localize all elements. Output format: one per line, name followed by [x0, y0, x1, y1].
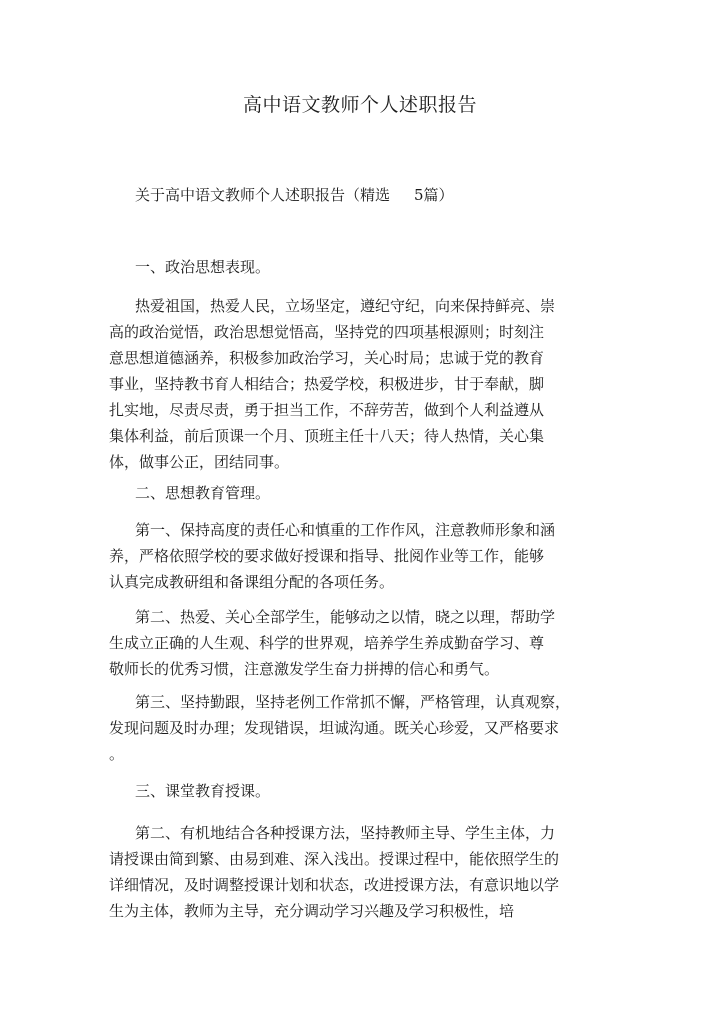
paragraph-line: 第二、热爱、关心全部学生，能够动之以情，晓之以理，帮助学 [135, 608, 556, 626]
paragraph-line: 认真完成教研组和备课组分配的各项任务。 [109, 573, 395, 591]
paragraph-line: 生为主体，教师为主导，充分调动学习兴趣及学习积极性，培 [109, 902, 515, 920]
subtitle-count-text: 5篇） [414, 186, 454, 204]
document-title: 高中语文教师个人述职报告 [242, 94, 477, 116]
paragraph-line: 集体利益，前后顶课一个月、顶班主任十八天；待人热情，关心集 [109, 427, 545, 445]
section-heading-ideology: 二、思想教育管理。 [135, 484, 271, 502]
paragraph-line: 。 [109, 745, 125, 763]
paragraph-line: 第一、保持高度的责任心和慎重的工作作风，注意教师形象和涵 [135, 521, 556, 539]
paragraph-ideology-first [109, 517, 579, 595]
paragraph-line: 第三、坚持勤跟，坚持老例工作常抓不懈，严格管理，认真观察， [135, 693, 571, 711]
section-heading-political: 一、政治思想表现。 [135, 258, 271, 276]
paragraph-classroom [109, 820, 579, 924]
paragraph-line: 请授课由简到繁、由易到难、深入浅出。授课过程中，能依照学生的 [109, 850, 560, 868]
subtitle-main-text: 关于高中语文教师个人述职报告（精选 [135, 186, 391, 204]
paragraph-line: 热爱祖国，热爱人民，立场坚定，遵纪守纪，向来保持鲜亮、崇 [135, 297, 556, 315]
paragraph-line: 发现问题及时办理；发现错误，坦诚沟通。既关心珍爱，又严格要求 [109, 719, 560, 737]
paragraph-line: 事业，坚持教书育人相结合；热爱学校，积极进步，甘于奉献，脚 [109, 375, 545, 393]
paragraph-line: 第二、有机地结合各种授课方法，坚持教师主导、学生主体，力 [135, 824, 556, 842]
paragraph-line: 高的政治觉悟，政治思想觉悟高，坚持党的四项基根源则；时刻注 [109, 323, 545, 341]
paragraph-line: 养，严格依照学校的要求做好授课和指导、批阅作业等工作，能够 [109, 547, 545, 565]
document-subtitle [135, 184, 454, 205]
section-heading-classroom: 三、课堂教育授课。 [135, 782, 271, 800]
paragraph-line: 体，做事公正，团结同事。 [109, 453, 290, 471]
paragraph-ideology-second [109, 604, 579, 682]
paragraph-line: 意思想道德涵养，积极参加政治学习，关心时局；忠诚于党的教育 [109, 349, 545, 367]
paragraph-line: 敬师长的优秀习惯，注意激发学生奋力拼搏的信心和勇气。 [109, 660, 500, 678]
paragraph-line: 详细情况，及时调整授课计划和状态，改进授课方法，有意识地以学 [109, 876, 560, 894]
paragraph-political [109, 293, 579, 475]
paragraph-line: 扎实地，尽责尽责，勇于担当工作，不辞劳苦，做到个人利益遵从 [109, 401, 545, 419]
paragraph-ideology-third [109, 689, 579, 767]
paragraph-line: 生成立正确的人生观、科学的世界观，培养学生养成勤奋学习、尊 [109, 634, 545, 652]
